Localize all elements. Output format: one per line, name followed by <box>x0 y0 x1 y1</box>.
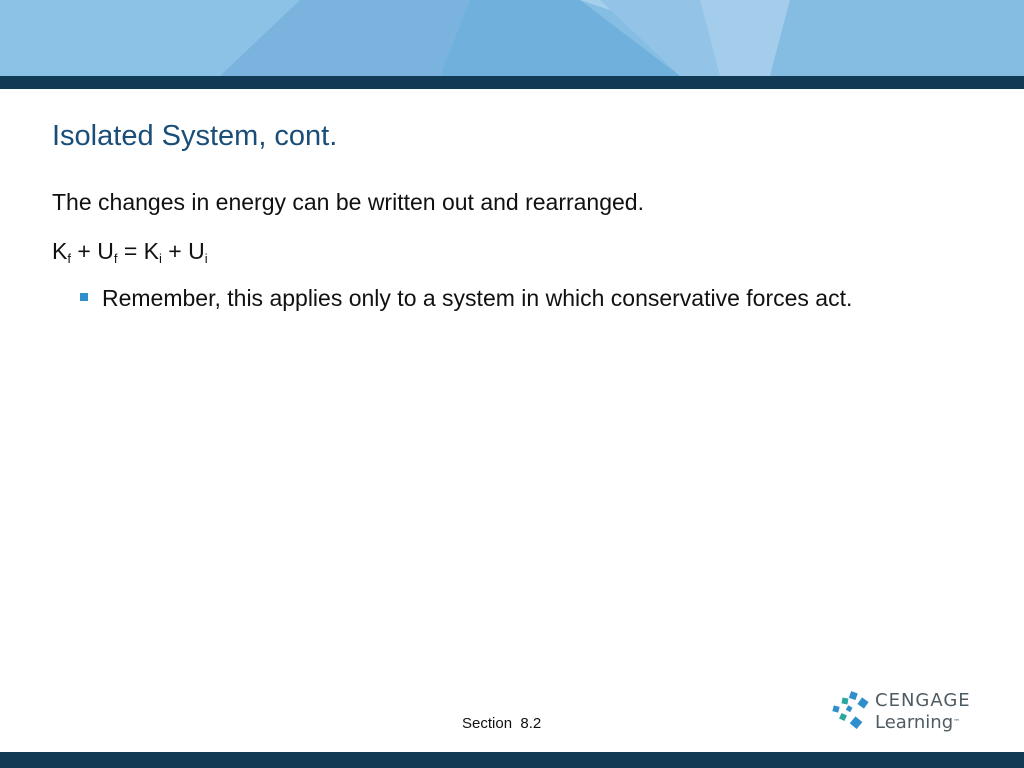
cengage-learning-logo <box>830 688 980 740</box>
bullet-square-icon <box>80 293 88 301</box>
logo-learning-word: Learning <box>875 712 954 733</box>
equals-sign: = <box>117 238 144 264</box>
plus-sign-2: + <box>161 238 189 264</box>
intro-text: The changes in energy can be written out and rearranged. <box>52 189 644 215</box>
header-stripe <box>0 76 1024 89</box>
kinetic-final-subscript: f <box>67 251 71 266</box>
potential-final-subscript: f <box>113 251 118 266</box>
potential-initial-subscript: i <box>204 251 208 266</box>
kinetic-final: K <box>52 238 68 264</box>
logo-text-learning <box>875 712 960 733</box>
logo-trademark: ™ <box>953 718 961 726</box>
bullet-item <box>80 285 852 312</box>
header-banner <box>0 0 1024 76</box>
energy-equation <box>52 238 208 265</box>
bullet-text: Remember, this applies only to a system in which conservative forces act. <box>102 285 853 311</box>
logo-text-cengage: CENGAGE <box>875 690 971 711</box>
header-banner-graphic <box>0 0 1024 76</box>
cengage-learning-logo-icon <box>830 690 870 730</box>
potential-initial: U <box>188 238 205 264</box>
footer-bar <box>0 752 1024 768</box>
footer-section-label: Section 8.2 <box>462 715 542 732</box>
kinetic-initial-subscript: i <box>159 251 162 266</box>
plus-sign-1: + <box>70 238 98 264</box>
potential-final: U <box>97 238 114 264</box>
slide-title: Isolated System, cont. <box>52 120 338 152</box>
kinetic-initial: K <box>143 238 159 264</box>
